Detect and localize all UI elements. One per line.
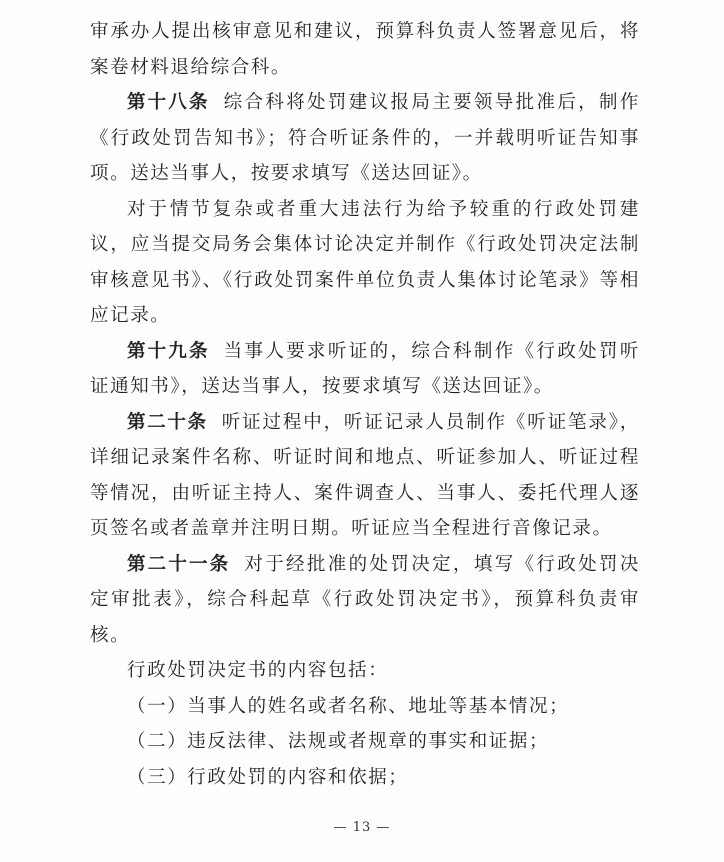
document-body	[90, 14, 640, 795]
article-heading: 第二十条	[127, 411, 208, 433]
article-20	[90, 405, 640, 547]
list-item-text: （二）违反法律、法规或者规章的事实和证据；	[127, 731, 550, 752]
article-18	[90, 85, 640, 192]
paragraph-text: 审承办人提出核审意见和建议，预算科负责人签署意见后，将案卷材料退给综合科。	[90, 21, 640, 78]
list-item-text: （三）行政处罚的内容和依据；	[127, 766, 409, 788]
paragraph-text: 综合科将处罚建议报局主要领导批准后，制作《行政处罚告知书》；符合听证条件的，一并载明听证告知事项。送达当事人，按要求填写《送达回证》。	[90, 92, 640, 184]
page-number: — 13 —	[333, 820, 391, 835]
paragraph-text: 当事人要求听证的，综合科制作《行政处罚听证通知书》，送达当事人，按要求填写《送达回证》。	[90, 340, 640, 397]
paragraph-text: 听证过程中，听证记录人员制作《听证笔录》，详细记录案件名称、听证时间和地点、听证参加人、听证过程等情况，由听证主持人、案件调查人、当事人、委托代理人逐页签名或者盖章并注明日期。听证应当全程进行音像记录。	[90, 411, 640, 539]
list-item	[90, 760, 640, 796]
article-19	[90, 334, 640, 405]
article-heading: 第二十一条	[127, 553, 231, 575]
article-heading: 第十九条	[127, 340, 210, 362]
list-item-text: （一）当事人的姓名或者名称、地址等基本情况；	[127, 695, 570, 717]
list-item	[90, 689, 640, 725]
article-heading: 第十八条	[127, 92, 210, 113]
paragraph	[90, 192, 640, 334]
paragraph	[90, 14, 640, 85]
paragraph	[90, 653, 640, 689]
list-item	[90, 724, 640, 760]
paragraph-text: 行政处罚决定书的内容包括：	[127, 660, 389, 681]
article-21	[90, 547, 640, 654]
paragraph-text: 对于情节复杂或者重大违法行为给予较重的行政处罚建议，应当提交局务会集体讨论决定并制作《行政处罚决定法制审核意见书》、《行政处罚案件单位负责人集体讨论笔录》等相应记录。	[90, 198, 640, 326]
paragraph-text: 对于经批准的处罚决定，填写《行政处罚决定审批表》，综合科起草《行政处罚决定书》，预算科负责审核。	[90, 553, 640, 646]
